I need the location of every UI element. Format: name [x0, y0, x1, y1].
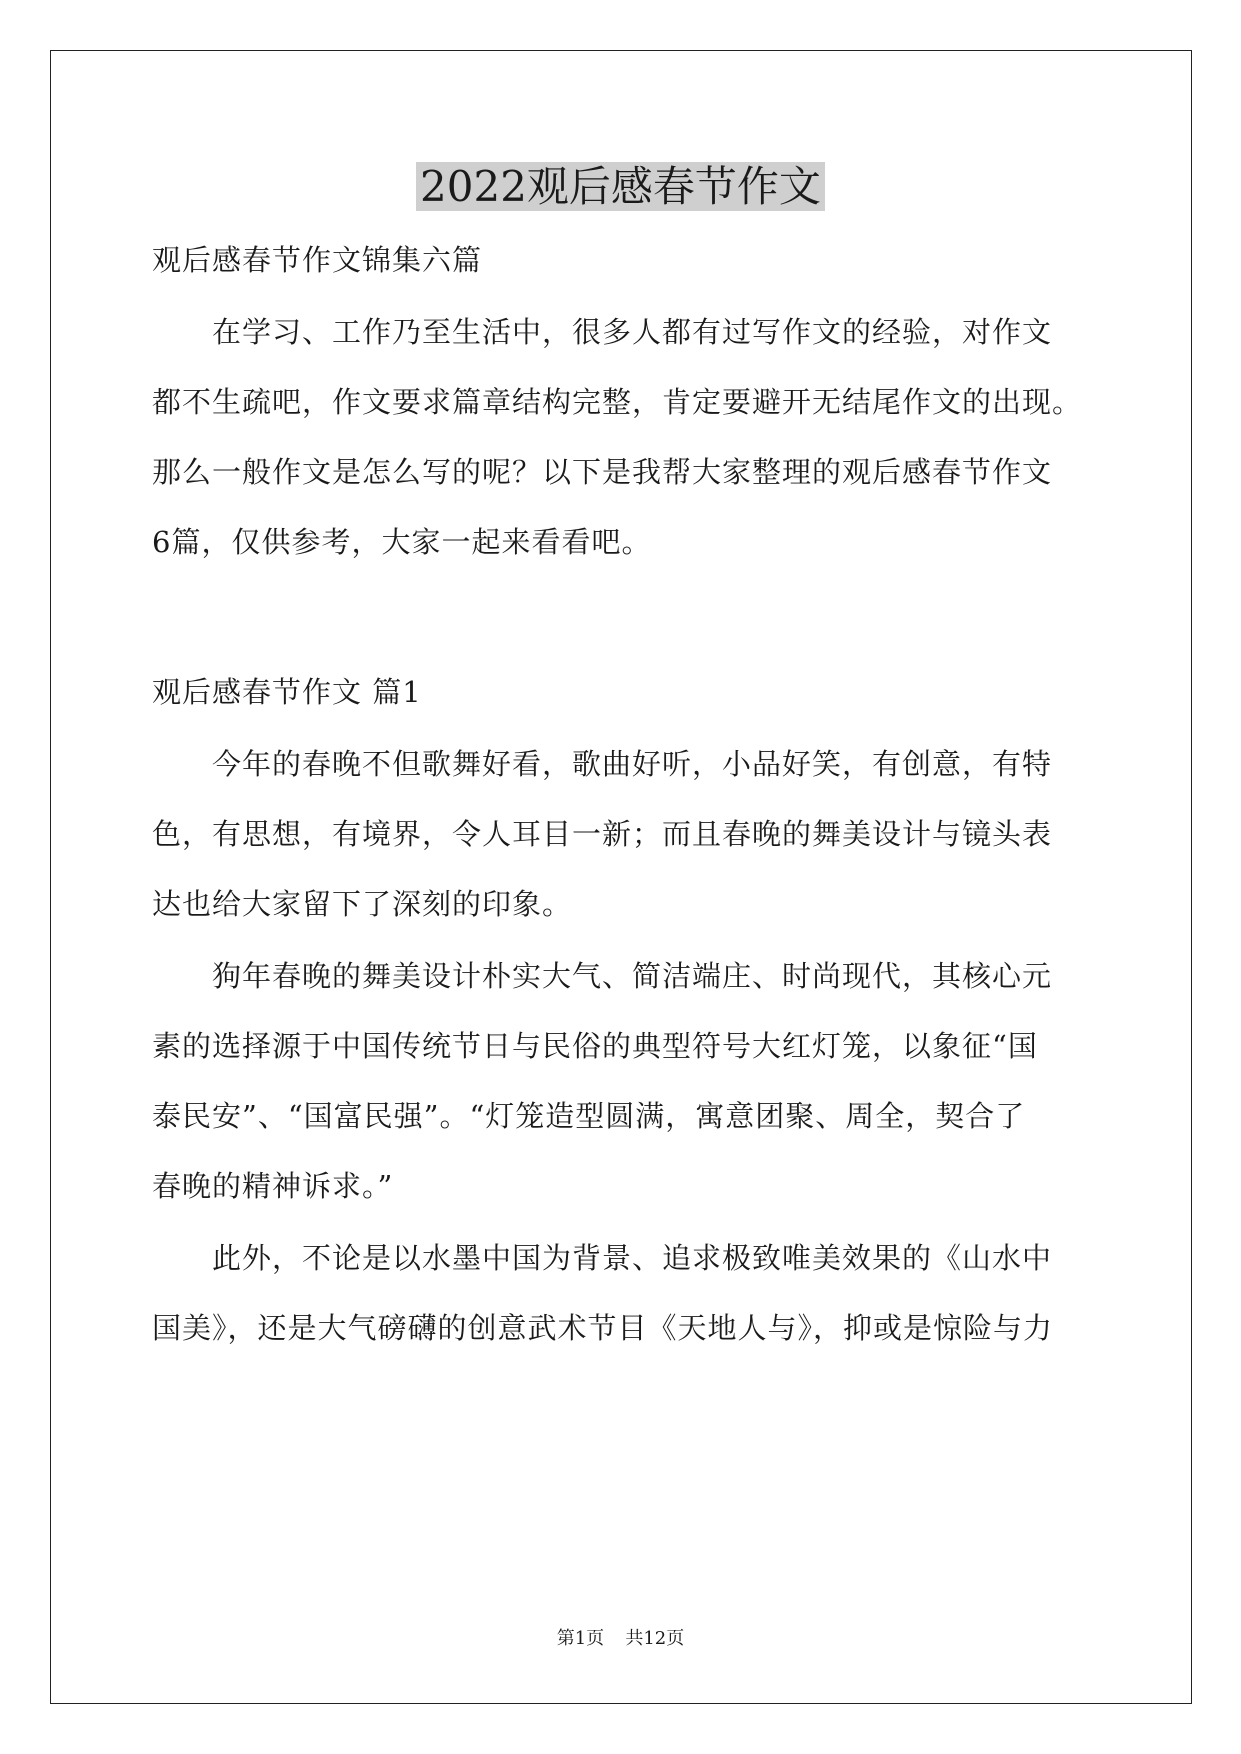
paragraph-line: 都不生疏吧，作文要求篇章结构完整，肯定要避开无结尾作文的出现。	[152, 385, 1083, 419]
paragraph-line: 国美》，还是大气磅礴的创意武术节目《天地人与》，抑或是惊险与力	[152, 1311, 1054, 1345]
paragraph-line: 素的选择源于中国传统节日与民俗的典型符号大红灯笼，以象征“国	[152, 1029, 1038, 1063]
paragraph-line: 色，有思想，有境界，令人耳目一新；而且春晚的舞美设计与镜头表	[152, 817, 1053, 851]
paragraph-line: 在学习、工作乃至生活中，很多人都有过写作文的经验，对作文	[212, 315, 1053, 349]
paragraph-line: 今年的春晚不但歌舞好看，歌曲好听，小品好笑，有创意，有特	[212, 747, 1053, 781]
document-title	[0, 160, 1241, 214]
section-heading: 观后感春节作文 篇1	[152, 675, 422, 709]
page-number: 第1页	[556, 1628, 605, 1649]
paragraph-line: 6篇，仅供参考，大家一起来看看吧。	[152, 525, 652, 559]
title-text: 2022观后感春节作文	[416, 162, 825, 211]
page-total: 共12页	[625, 1628, 685, 1649]
paragraph-line: 达也给大家留下了深刻的印象。	[152, 887, 573, 921]
paragraph-line: 春晚的精神诉求。”	[152, 1169, 394, 1203]
page-border	[50, 50, 1192, 1704]
paragraph-line: 那么一般作文是怎么写的呢？以下是我帮大家整理的观后感春节作文	[152, 455, 1053, 489]
paragraph-line: 此外，不论是以水墨中国为背景、追求极致唯美效果的《山水中	[212, 1241, 1053, 1275]
page-footer	[0, 1627, 1241, 1651]
paragraph-line: 泰民安”、“国富民强”。“灯笼造型圆满，寓意团聚、周全，契合了	[152, 1099, 1026, 1133]
subtitle-line: 观后感春节作文锦集六篇	[152, 243, 483, 277]
paragraph-line: 狗年春晚的舞美设计朴实大气、简洁端庄、时尚现代，其核心元	[212, 959, 1053, 993]
